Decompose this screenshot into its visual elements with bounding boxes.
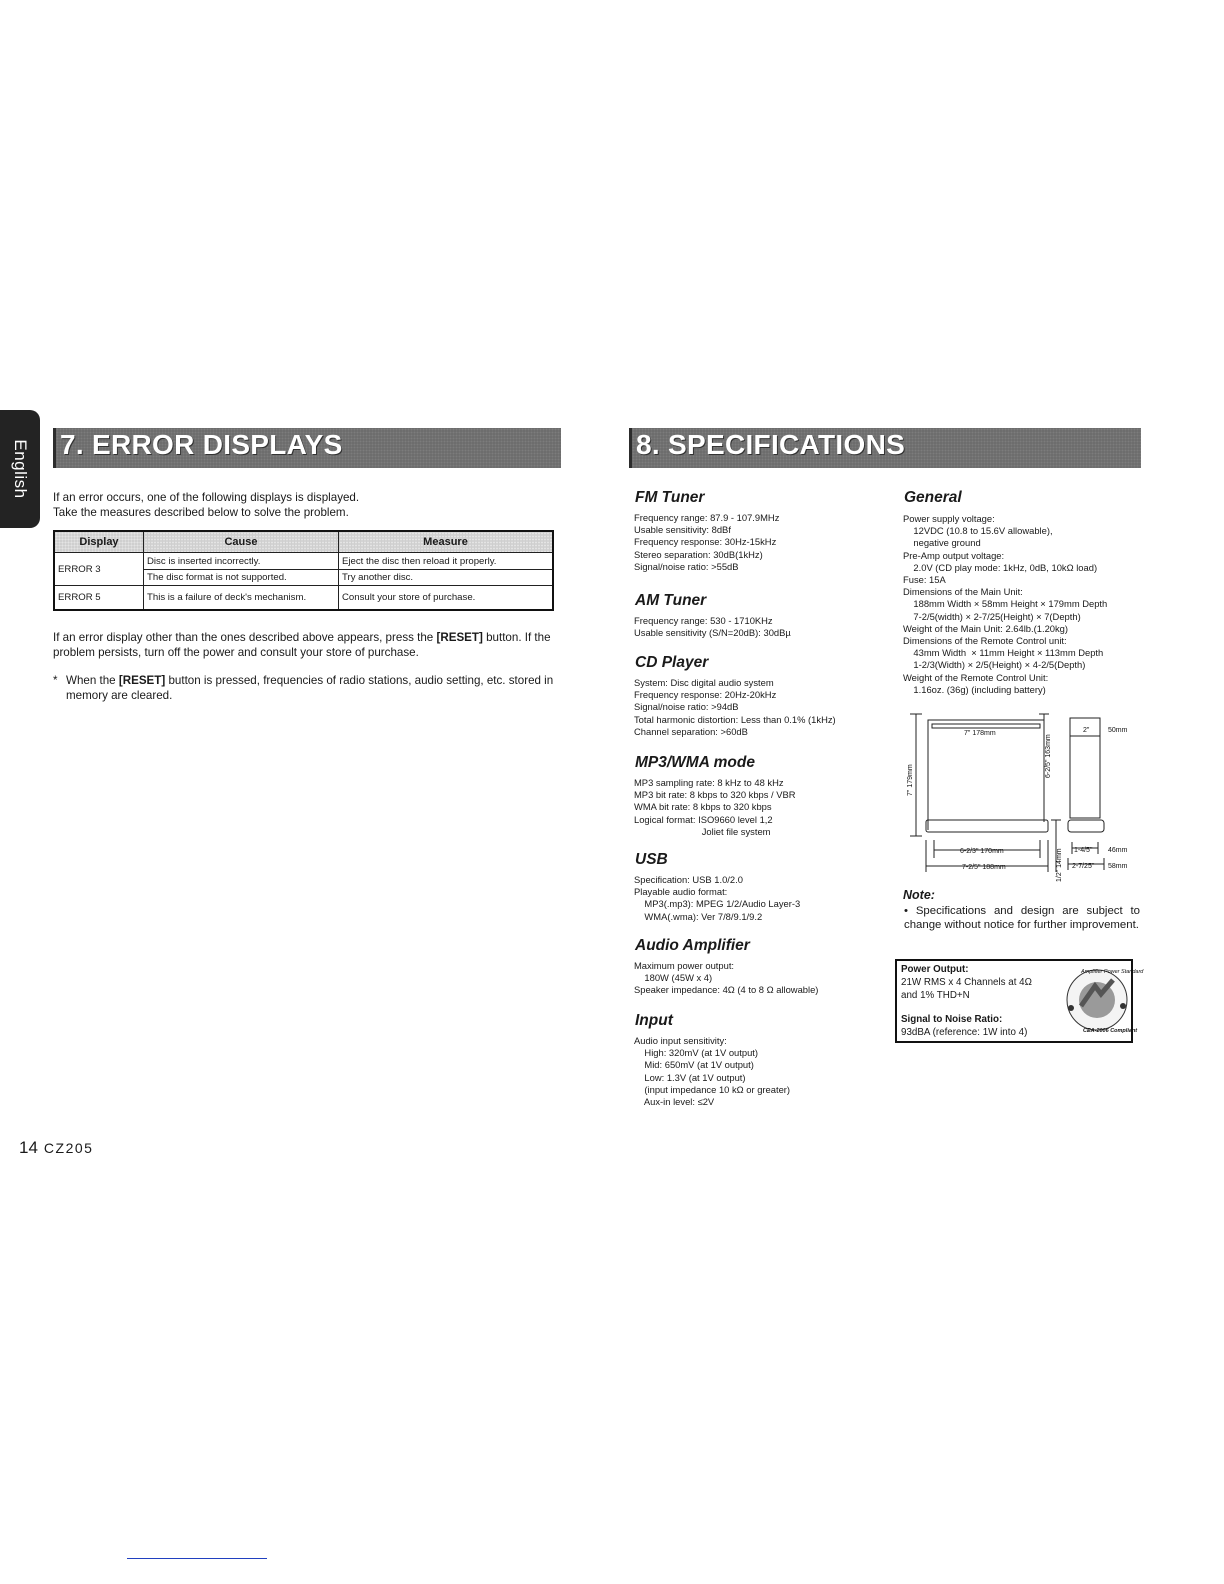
cea-compliance-box	[895, 959, 1144, 1043]
language-tab	[0, 410, 40, 528]
seal-top-text: Amplifier Power Standard	[1081, 969, 1144, 975]
reset-key-label: [RESET]	[118, 674, 166, 687]
dim-side-bot-mm: 58mm	[1108, 863, 1128, 870]
am-tuner-specs: Frequency range: 530 - 1710KHz Usable sensitivity (S/N=20dB): 30dBµ	[634, 615, 791, 639]
table-cell-measure: Try another disc.	[339, 570, 554, 586]
cd-player-title: CD Player	[635, 654, 709, 671]
language-tab-label: English	[11, 439, 30, 499]
dim-side-bot: 2-7/25"	[1072, 863, 1095, 870]
table-header-display: Display	[54, 531, 144, 553]
audio-amplifier-title: Audio Amplifier	[635, 937, 750, 954]
power-output-text-2: and 1% THD+N	[901, 990, 970, 1001]
dim-side-height: 1/2" 14mm	[1056, 848, 1063, 882]
table-row	[54, 553, 553, 570]
table-cell-cause: This is a failure of deck's mechanism.	[144, 586, 339, 610]
error-other-paragraph: If an error display other than the ones described above appears, press the [RESET] button. If the problem persists, turn off the power and consult your store of purchase.	[53, 631, 551, 659]
note-text: • Specifications and design are subject to change without notice for further improvement.	[904, 905, 1140, 931]
table-header-cause: Cause	[144, 531, 339, 553]
power-output-title: Power Output:	[901, 964, 969, 975]
dim-side-top: 2"	[1083, 727, 1090, 734]
usb-title: USB	[635, 851, 668, 868]
dim-bottom-inner: 6-2/3" 170mm	[960, 848, 1004, 855]
error-table-header	[54, 531, 553, 553]
fm-tuner-specs: Frequency range: 87.9 - 107.9MHz Usable sensitivity: 8dBf Frequency response: 30Hz-15kHz Stereo separation: 30dB(1kHz) Signal/noise ratio: >55dB	[634, 512, 780, 572]
usb-specs: Specification: USB 1.0/2.0 Playable audio format: MP3(.mp3): MPEG 1/2/Audio Layer-3 WMA(.wma): Ver 7/8/9.1/9.2	[634, 874, 801, 922]
table-cell-display: ERROR 3	[54, 553, 144, 586]
input-specs: Audio input sensitivity: High: 320mV (at 1V output) Mid: 650mV (at 1V output) Low: 1.3V (at 1V output) (input impedance 10 kΩ or greater) Aux-in level: ≤2V	[634, 1035, 791, 1108]
table-row	[54, 586, 553, 610]
snr-title: Signal to Noise Ratio:	[901, 1014, 1003, 1025]
note-asterisk: *	[53, 674, 58, 687]
am-tuner-title: AM Tuner	[635, 592, 707, 609]
specifications-heading: 8. SPECIFICATIONS	[629, 428, 1141, 468]
mp3-wma-specs: MP3 sampling rate: 8 kHz to 48 kHz MP3 bit rate: 8 kbps to 320 kbps / VBR WMA bit rate: 8 kbps to 320 kbps Logical format: ISO9660 level 1,2 Joliet file system	[634, 777, 796, 837]
dim-side-mid-mm: 46mm	[1108, 847, 1128, 854]
error-displays-heading: 7. ERROR DISPLAYS	[53, 428, 561, 468]
model-name: CZ205	[43, 1140, 94, 1156]
table-header-measure: Measure	[339, 531, 554, 553]
audio-amplifier-specs: Maximum power output: 180W (45W x 4) Speaker impedance: 4Ω (4 to 8 Ω allowable)	[634, 960, 819, 996]
general-specs: Power supply voltage: 12VDC (10.8 to 15.6V allowable), negative ground Pre-Amp output voltage: 2.0V (CD play mode: 1kHz, 0dB, 10kΩ load) Fuse: 15A Dimensions of the Main Unit: 188mm Width × 58mm Height × 179mm Depth 7-2/5(width) × 2-7/25(Height) × 7(Depth) Weight of the Main Unit: 2.64lb.(1.20kg) Dimensions of the Remote Control unit: 43mm Width × 11mm Height × 113mm Depth 1-2/3(Width) × 2/5(Height) × 4-2/5(Depth) Weight of the Remote Control Unit: 1.16oz. (36g) (including battery)	[903, 513, 1108, 695]
power-output-text-1: 21W RMS x 4 Channels at 4Ω	[901, 977, 1032, 988]
fm-tuner-title: FM Tuner	[635, 489, 705, 506]
page-footer	[19, 1138, 93, 1158]
snr-text: 93dBA (reference: 1W into 4)	[901, 1027, 1028, 1038]
cea-2006-seal-icon	[1065, 964, 1144, 1036]
dim-side-mid: 1-4/5"	[1074, 847, 1093, 854]
table-cell-measure: Consult your store of purchase.	[339, 586, 554, 610]
table-cell-cause: The disc format is not supported.	[144, 570, 339, 586]
seal-bottom-text: CEA-2006 Compliant	[1083, 1028, 1138, 1034]
error-intro-1: If an error occurs, one of the following displays is displayed.	[53, 491, 360, 504]
unit-dimension-diagram	[898, 712, 1138, 884]
dim-left-height: 7" 179mm	[907, 764, 914, 796]
mp3-wma-title: MP3/WMA mode	[635, 754, 755, 771]
table-cell-cause: Disc is inserted incorrectly.	[144, 553, 339, 570]
dim-top-width: 7" 178mm	[964, 730, 996, 737]
table-cell-display: ERROR 5	[54, 586, 144, 610]
table-cell-measure: Eject the disc then reload it properly.	[339, 553, 554, 570]
bottom-rule	[127, 1558, 267, 1559]
note-title: Note:	[903, 888, 935, 902]
cd-player-specs: System: Disc digital audio system Frequency response: 20Hz-20kHz Signal/noise ratio: >94dB Total harmonic distortion: Less than 0.1% (1kHz) Channel separation: >60dB	[634, 677, 836, 737]
dim-side-top-mm: 50mm	[1108, 727, 1128, 734]
error-table	[53, 530, 554, 611]
dim-inner-height: 6-2/5" 163mm	[1045, 734, 1052, 778]
input-title: Input	[635, 1012, 673, 1029]
dim-bottom-outer: 7-2/5" 188mm	[962, 864, 1006, 871]
page-number: 14	[19, 1138, 38, 1157]
reset-note-paragraph: When the [RESET] button is pressed, frequencies of radio stations, audio setting, etc. stored in memory are cleared.	[66, 674, 554, 702]
reset-key-label: [RESET]	[436, 631, 483, 644]
error-intro-2: Take the measures described below to solve the problem.	[53, 506, 349, 519]
main-unit-faceplate	[926, 820, 1048, 832]
general-title: General	[904, 489, 962, 506]
